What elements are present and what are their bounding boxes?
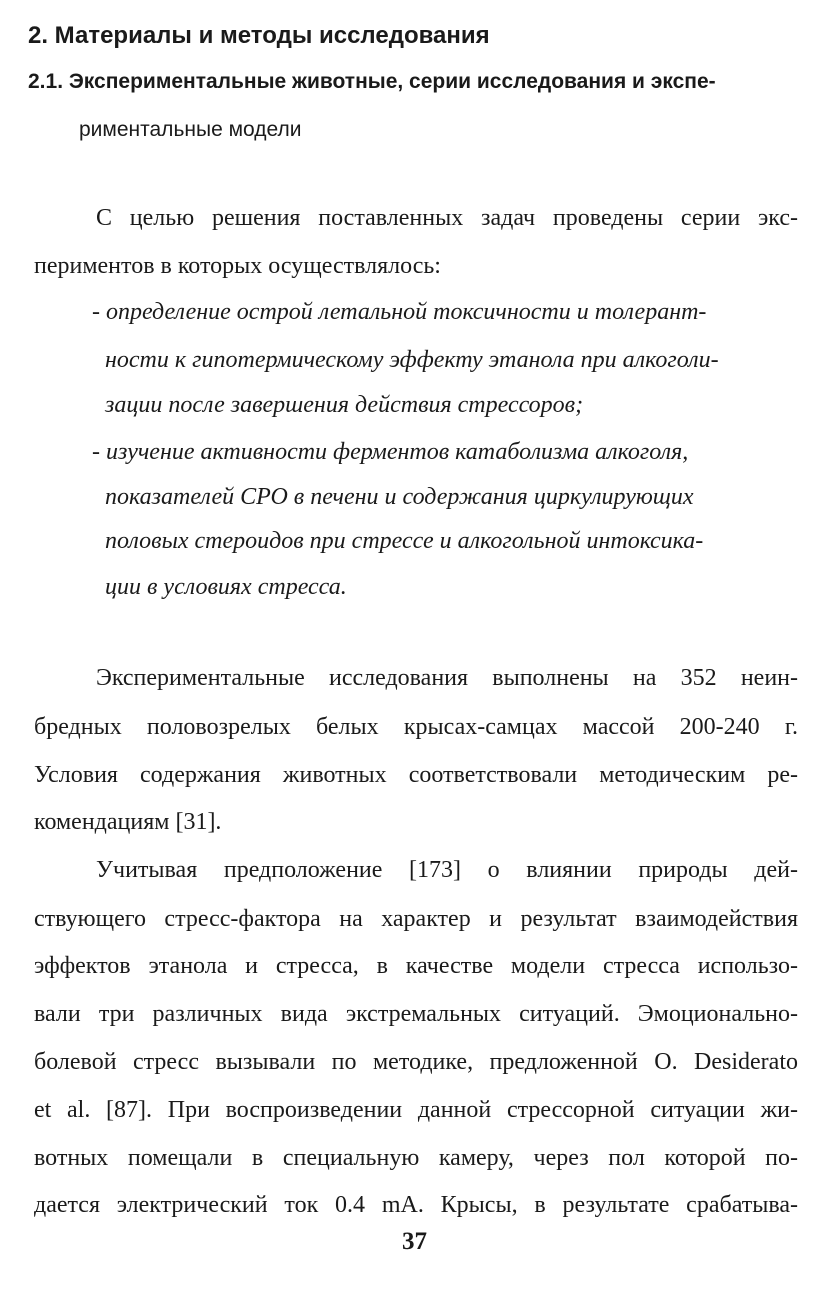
intro-line: периментов в которых осуществлялось: <box>34 253 441 279</box>
bullet-line: ции в условиях стресса. <box>105 574 347 600</box>
bullet-line: ности к гипотермическому эффекту этанола при алкоголи- <box>105 347 719 373</box>
paragraph-line: et al. [87]. При воспроизведении данной стрессорной ситуации жи- <box>34 1097 798 1123</box>
bullet-line: половых стероидов при стрессе и алкогольной интоксика- <box>105 528 704 554</box>
paragraph-line: вали три различных вида экстремальных ситуаций. Эмоционально- <box>34 1001 798 1027</box>
paragraph-line: ствующего стресс-фактора на характер и результат взаимодействия <box>34 906 798 932</box>
paragraph-line: комендациям [31]. <box>34 809 222 835</box>
bullet-line: - определение острой летальной токсичности и толерант- <box>92 299 707 325</box>
intro-line: С целью решения поставленных задач проведены серии экс- <box>96 205 798 231</box>
subsection-heading-continuation: риментальные модели <box>79 118 302 141</box>
page-number: 37 <box>402 1228 427 1255</box>
paragraph-line: Учитывая предположение [173] о влиянии природы дей- <box>96 857 798 883</box>
paragraph-line: дается электрический ток 0.4 mA. Крысы, в результате срабатыва- <box>34 1192 798 1218</box>
bullet-line: зации после завершения действия стрессоров; <box>105 392 584 418</box>
bullet-line: показателей СРО в печени и содержания циркулирующих <box>105 484 694 510</box>
section-heading: 2. Материалы и методы исследования <box>28 22 490 49</box>
paragraph-line: Экспериментальные исследования выполнены на 352 неин- <box>96 665 798 691</box>
paragraph-line: бредных половозрелых белых крысах-самцах массой 200-240 г. <box>34 714 798 740</box>
bullet-line: - изучение активности ферментов катаболизма алкоголя, <box>92 439 689 465</box>
paragraph-line: вотных помещали в специальную камеру, через пол которой по- <box>34 1145 798 1171</box>
paragraph-line: болевой стресс вызывали по методике, предложенной O. Desiderato <box>34 1049 798 1075</box>
subsection-heading: 2.1. Экспериментальные животные, серии исследования и экспе- <box>28 70 716 93</box>
paragraph-line: эффектов этанола и стресса, в качестве модели стресса использо- <box>34 953 798 979</box>
paragraph-line: Условия содержания животных соответствовали методическим ре- <box>34 762 798 788</box>
